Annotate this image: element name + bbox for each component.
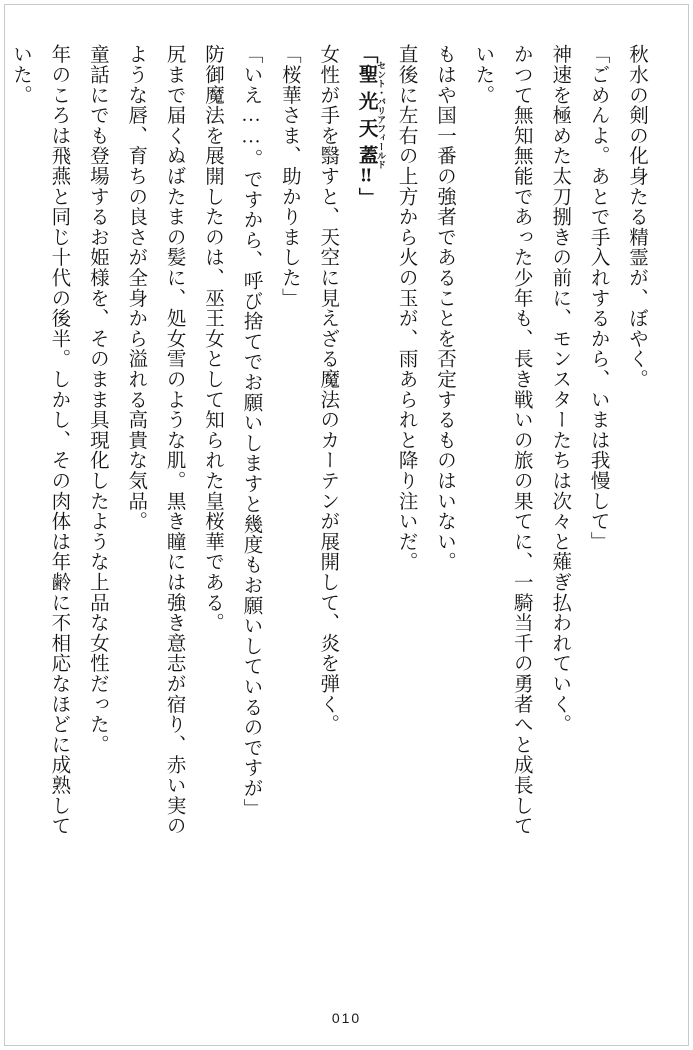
text-line: 秋水の剣の化身たる精霊が、ぼやく。 xyxy=(626,44,647,390)
text-line: 直後に左右の上方から火の玉が、雨あられと降り注いだ。 xyxy=(395,44,417,572)
text-line: 年のころは飛燕と同じ十代の後半。しかし、その肉体は年齢に不相応なほどに成熟して xyxy=(48,44,70,836)
text-line: 童話にでも登場するお姫様を、そのまま具現化したような上品な女性だった。 xyxy=(86,44,108,755)
text-line: 「ごめんよ。あとで手入れするから、いまは我慢して」 xyxy=(587,44,609,552)
ruby-reading: セント・バリアフィールド xyxy=(376,60,387,169)
text-line: かつて無知無能であった少年も、長き戦いの旅の果てに、一騎当千の勇者へと成長して xyxy=(510,44,532,836)
text-line: 女性が手を翳すと、天空に見えざる魔法のカーテンが展開して、炎を弾く。 xyxy=(317,44,339,735)
text-line-with-ruby: 「聖光天蓋 セント・バリアフィールド‼」 xyxy=(355,44,387,208)
ruby-base: 聖光天蓋 xyxy=(355,60,377,169)
ruby-annotation xyxy=(355,60,387,169)
text-line: 「桜華さま、助かりました」 xyxy=(278,44,300,308)
text-line: 尻まで届くぬばたまの髪に、処女雪のような肌。黒き瞳には強き意志が宿り、赤い実の xyxy=(163,44,185,836)
text-line: 神速を極めた太刀捌きの前に、モンスターたちは次々と薙ぎ払われていく。 xyxy=(549,44,571,735)
text-line: もはや国一番の強者であることを否定するものはいない。 xyxy=(433,44,455,572)
text-line: 防御魔法を展開したのは、巫王女として知られた皇桜華である。 xyxy=(202,44,224,633)
text-line: 「いえ……。ですから、呼び捨てでお願いしますと幾度もお願いしているのですが」 xyxy=(240,44,262,819)
vertical-text-body xyxy=(10,44,655,964)
text-line: いた。 xyxy=(10,44,31,105)
text-line: ような唇、育ちの良さが全身から溢れる高貴な気品。 xyxy=(125,44,147,532)
page-number: 010 xyxy=(331,1010,362,1026)
text-line: いた。 xyxy=(472,44,494,105)
